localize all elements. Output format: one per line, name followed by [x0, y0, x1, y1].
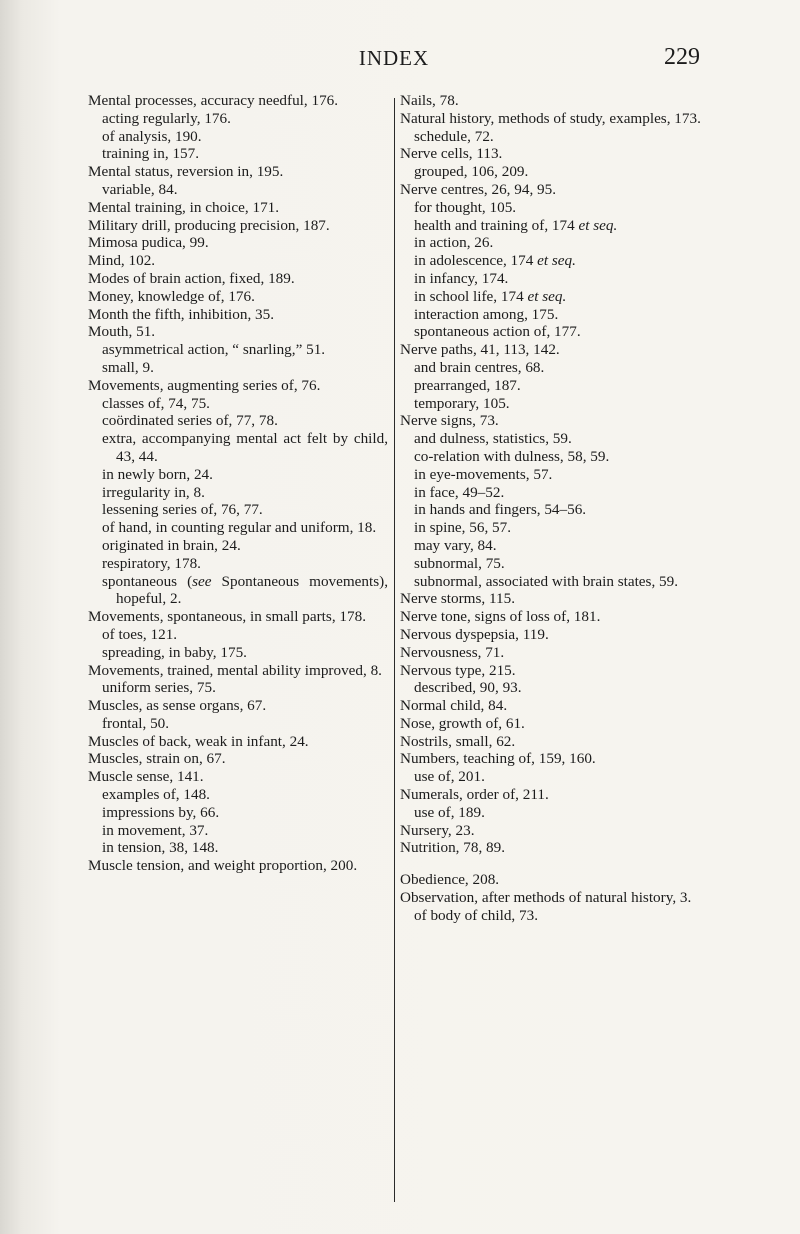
index-entry: Nose, growth of, 61.: [400, 714, 525, 732]
index-entry: Nursery, 23.: [400, 821, 475, 839]
index-subentry: health and training of, 174 et seq.: [414, 216, 618, 234]
index-entry: Money, knowledge of, 176.: [88, 287, 255, 305]
index-subentry: in face, 49–52.: [414, 483, 505, 501]
index-entry: Mimosa pudica, 99.: [88, 234, 209, 252]
running-head: INDEX: [358, 46, 430, 70]
index-subentry: grouped, 106, 209.: [414, 163, 529, 181]
index-entry: Mental training, in choice, 171.: [88, 198, 280, 216]
index-subentry: extra, accompanying mental act felt by child, 43, 44.: [102, 430, 388, 465]
index-column-right: [400, 92, 704, 925]
index-entry: Movements, spontaneous, in small parts, 178.: [88, 608, 366, 626]
index-subentry: in infancy, 174.: [414, 269, 509, 287]
index-entry: Muscle tension, and weight proportion, 200.: [88, 857, 358, 875]
index-subentry: use of, 189.: [414, 803, 485, 821]
index-subentry: variable, 84.: [102, 180, 178, 198]
index-subentry: asymmetrical action, “ snarling,” 51.: [102, 341, 326, 359]
index-entry: Nervous dyspepsia, 119.: [400, 625, 549, 643]
index-subentry: for thought, 105.: [414, 198, 517, 216]
index-subentry: schedule, 72.: [414, 127, 494, 145]
column-divider: [394, 98, 395, 1202]
index-subentry: of body of child, 73.: [414, 906, 539, 924]
index-subentry: irregularity in, 8.: [102, 483, 205, 501]
index-subentry: of toes, 121.: [102, 625, 178, 643]
index-subentry: prearranged, 187.: [414, 376, 521, 394]
index-entry: Natural history, methods of study, examples, 173.: [400, 109, 701, 127]
index-subentry: temporary, 105.: [414, 394, 510, 412]
index-entry: Mind, 102.: [88, 252, 156, 270]
index-subentry: and brain centres, 68.: [414, 358, 545, 376]
index-subentry: frontal, 50.: [102, 714, 170, 732]
index-subentry: uniform series, 75.: [102, 679, 216, 697]
index-entry: Month the fifth, inhibition, 35.: [88, 305, 275, 323]
index-subentry: of analysis, 190.: [102, 127, 202, 145]
index-subentry: examples of, 148.: [102, 786, 210, 804]
index-subentry: subnormal, associated with brain states, 59.: [414, 572, 679, 590]
index-entry: Nerve signs, 73.: [400, 412, 499, 430]
page-number: 229: [664, 44, 700, 70]
index-subentry: spreading, in baby, 175.: [102, 643, 247, 661]
index-entry: Nerve centres, 26, 94, 95.: [400, 180, 557, 198]
index-subentry: originated in brain, 24.: [102, 536, 241, 554]
index-entry: Mouth, 51.: [88, 323, 156, 341]
index-subentry: in hands and fingers, 54–56.: [414, 501, 587, 519]
index-subentry: and dulness, statistics, 59.: [414, 430, 572, 448]
index-entry: Nerve paths, 41, 113, 142.: [400, 341, 560, 359]
index-subentry: spontaneous (see Spontaneous movements), hopeful, 2.: [102, 572, 389, 608]
index-subentry: small, 9.: [102, 358, 154, 376]
index-subentry: in newly born, 24.: [102, 465, 213, 483]
index-subentry: subnormal, 75.: [414, 554, 505, 572]
index-entry: Nerve storms, 115.: [400, 590, 516, 608]
index-subentry: training in, 157.: [102, 145, 200, 163]
index-entry: Mental status, reversion in, 195.: [88, 163, 284, 181]
index-subentry: may vary, 84.: [414, 536, 497, 554]
index-entry: Muscle sense, 141.: [88, 768, 204, 786]
index-subentry: use of, 201.: [414, 768, 485, 786]
index-column-left: [88, 92, 388, 875]
index-entry: Movements, augmenting series of, 76.: [88, 376, 321, 394]
index-entry: Military drill, producing precision, 187.: [88, 216, 330, 234]
index-subentry: in school life, 174 et seq.: [414, 287, 567, 305]
index-entry: Nutrition, 78, 89.: [400, 839, 506, 857]
index-subentry: classes of, 74, 75.: [102, 394, 210, 412]
index-entry: Numbers, teaching of, 159, 160.: [400, 750, 596, 768]
index-entry: Numerals, order of, 211.: [400, 786, 549, 804]
index-entry: Nails, 78.: [400, 92, 459, 109]
index-entry: Nervous type, 215.: [400, 661, 516, 679]
index-subentry: in eye-movements, 57.: [414, 465, 553, 483]
index-subentry: interaction among, 175.: [414, 305, 559, 323]
index-entry: Normal child, 84.: [400, 697, 508, 715]
index-subentry: of hand, in counting regular and uniform, 18.: [102, 519, 377, 537]
index-entry: Mental processes, accuracy needful, 176.: [88, 92, 339, 109]
index-subentry: in action, 26.: [414, 234, 494, 252]
index-entry: Obedience, 208.: [400, 871, 500, 889]
index-subentry: in tension, 38, 148.: [102, 839, 219, 857]
index-subentry: spontaneous action of, 177.: [414, 323, 581, 341]
index-entry: Muscles, as sense organs, 67.: [88, 697, 267, 715]
index-subentry: acting regularly, 176.: [102, 109, 231, 127]
index-subentry: impressions by, 66.: [102, 803, 220, 821]
index-subentry: described, 90, 93.: [414, 679, 522, 697]
page-header: [88, 46, 700, 76]
index-entry: Nervousness, 71.: [400, 643, 505, 661]
index-entry: Muscles, strain on, 67.: [88, 750, 226, 768]
index-subentry: in spine, 56, 57.: [414, 519, 512, 537]
index-subentry: co-relation with dulness, 58, 59.: [414, 447, 610, 465]
index-entry: Nostrils, small, 62.: [400, 732, 516, 750]
index-subentry: coördinated series of, 77, 78.: [102, 412, 278, 430]
index-entry: Modes of brain action, fixed, 189.: [88, 269, 295, 287]
index-entry: Muscles of back, weak in infant, 24.: [88, 732, 309, 750]
index-entry: Nerve tone, signs of loss of, 181.: [400, 608, 601, 626]
index-subentry: in movement, 37.: [102, 821, 209, 839]
index-subentry: in adolescence, 174 et seq.: [414, 252, 576, 270]
index-subentry: lessening series of, 76, 77.: [102, 501, 263, 519]
index-subentry: respiratory, 178.: [102, 554, 201, 572]
index-entry: Observation, after methods of natural history, 3.: [400, 889, 692, 907]
index-entry: Nerve cells, 113.: [400, 145, 503, 163]
index-entry: Movements, trained, mental ability improved, 8.: [88, 661, 382, 679]
